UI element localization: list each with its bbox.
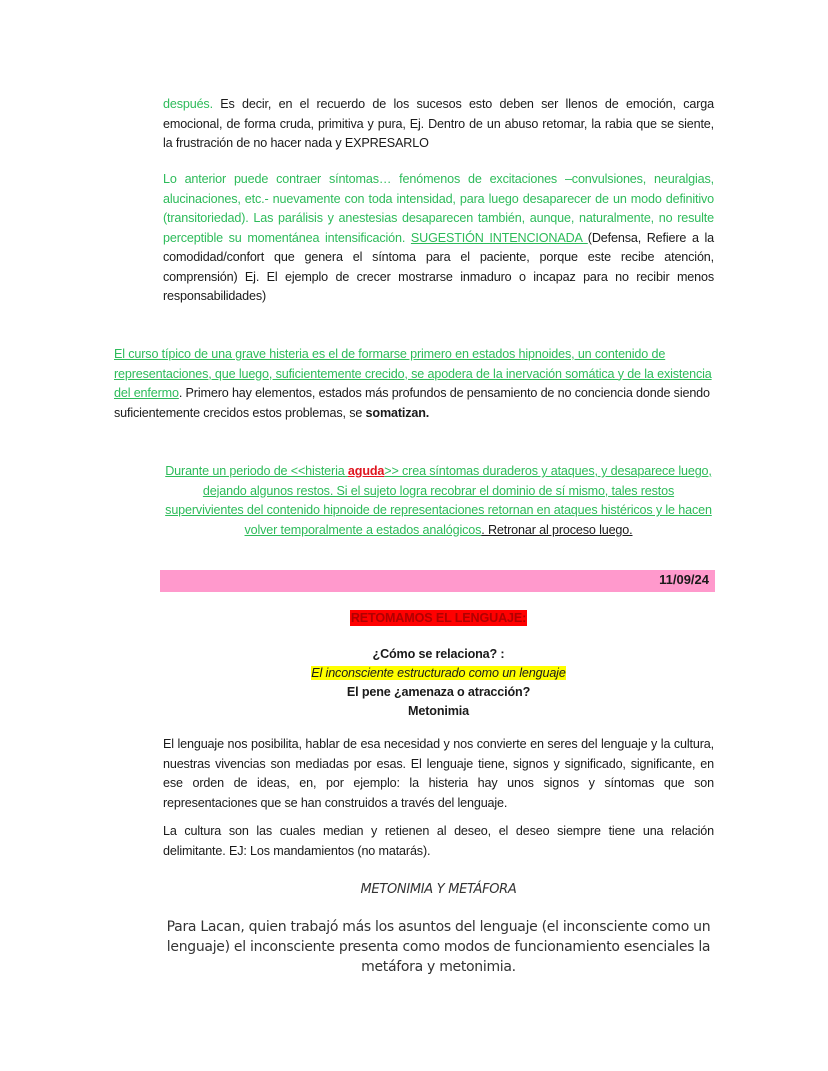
body-text: . Retronar al proceso luego. [481,522,633,537]
green-text: después. [163,97,213,111]
bold-text: somatizan. [365,405,430,420]
green-text: Lo anterior puede contraer síntomas… fenómenos de excitaciones –convulsiones, neuralgias, alucinaciones, etc.- nuevamente con toda intensidad, para luego desaparecer de un modo definitivo (transitoriedad). Las parálisis y anestesias desaparecen también, aunque, naturalmente, no resulte perceptible su momentánea intensificación. [163,172,714,245]
paragraph-recuerdo [163,95,714,154]
question-2-highlight: El inconsciente estructurado como un lenguaje [311,666,566,680]
green-underlined-text: >> crea síntomas duraderos y ataques, y desaparece luego, dejando algunos restos. Si el sujeto logra recobrar el dominio de sí mismo, tales restos supervivientes del contenido hipnoide de representaciones retornan en ataques histéricos y le hacen volver temporalmente a estados analógicos [165,464,712,537]
paragraph-curso-histeria [114,345,716,423]
question-1: ¿Cómo se relaciona? : [372,647,505,661]
red-bold-text: aguda [347,464,385,478]
paragraph-lenguaje: El lenguaje nos posibilita, hablar de esa necesidad y nos convierte en seres del lenguaje y la cultura, nuestras vivencias son mediadas por esas. El lenguaje tiene, signos y significado, significante, en ese orden de ideas, en, por ejemplo: la histeria hay unos signos y síntomas que son representaciones que se han construidos a través del lenguaje. [163,737,714,810]
paragraph-lacan: Para Lacan, quien trabajó más los asuntos del lenguaje (el inconsciente como un lenguaje) el inconsciente presenta como modos de funcionamiento esenciales la metáfora y metonimia. [166,919,711,975]
green-underlined-text: El curso típico de una grave histeria es el de formarse primero en estados hipnoides, un contenido de representaciones, que luego, suficientemente crecido, se apodera de la inervación somática y de la existencia del enfermo [114,347,712,400]
question-3: El pene ¿amenaza o atracción? [346,685,531,699]
paragraph-sintomas [163,170,714,307]
paragraph-histeria-aguda [163,462,714,540]
subtitle-metonimia: METONIMIA Y METÁFORA [360,882,517,897]
body-text: . Primero hay elementos, estados más profundos de pensamiento de no conciencia donde siendo suficientemente crecidos estos problemas, se [114,386,710,420]
heading-text: RETOMAMOS EL LENGUAJE: [350,611,527,625]
body-text: Es decir, en el recuerdo de los sucesos esto deben ser llenos de emoción, carga emocional, de forma cruda, primitiva y pura, Ej. Dentro de un abuso retomar, la rabia que se siente, la frustración de no hacer nada y EXPRESARLO [163,97,714,150]
green-underlined-text: Durante un periodo de <<histeria [165,464,348,478]
sugestion-link[interactable]: SUGESTIÓN INTENCIONADA [410,230,588,245]
questions-block [163,645,714,721]
section-heading [163,609,714,629]
body-text: (Defensa, Refiere a la comodidad/confort que genera el síntoma para el paciente, porque este recibe atención, comprensión) Ej. El ejemplo de crecer mostrarse inmaduro o incapaz para no recibir menos responsabilidades) [163,230,715,303]
date-label: 11/09/24 [659,572,709,587]
question-4: Metonimia [408,704,469,718]
paragraph-cultura: La cultura son las cuales median y retienen al deseo, el deseo siempre tiene una relación delimitante. EJ: Los mandamientos (no matarás). [163,824,714,858]
date-bar [160,570,715,592]
